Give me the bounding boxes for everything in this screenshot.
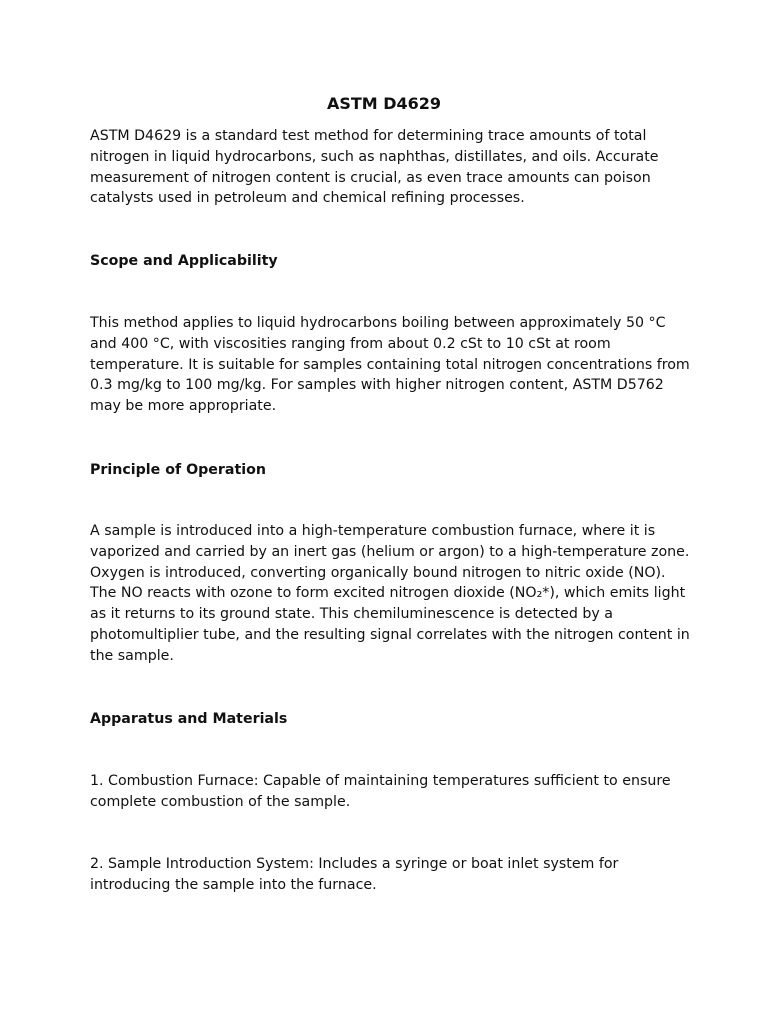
intro-paragraph: ASTM D4629 is a standard test method for determining trace amounts of total nitrogen in liquid hydrocarbons, such as naphthas, distillates, and oils. Accurate measurement of nitrogen content is crucial, as even trace amounts can poison catalysts used in petroleum and chemical refining processes. <box>90 128 659 207</box>
apparatus-item-2: 2. Sample Introduction System: Includes a syringe or boat inlet system for introducing the sample into the furnace. <box>90 856 619 893</box>
section-body-principle: A sample is introduced into a high-temperature combustion furnace, where it is vaporized and carried by an inert gas (helium or argon) to a high-temperature zone. Oxygen is introduced, converting organically bound nitrogen to nitric oxide (NO). The NO reacts with ozone to form excited nitrogen dioxide (NO₂*), which emits light as it returns to its ground state. This chemiluminescence is detected by a photomultiplier tube, and the resulting signal correlates with the nitrogen content in the sample. <box>90 523 690 664</box>
section-heading-principle: Principle of Operation <box>90 462 266 478</box>
section-body-scope: This method applies to liquid hydrocarbons boiling between approximately 50 °C and 400 °C, with viscosities ranging from about 0.2 cSt to 10 cSt at room temperature. It is suitable for samples containing total nitrogen concentrations from 0.3 mg/kg to 100 mg/kg. For samples with higher nitrogen content, ASTM D5762 may be more appropriate. <box>90 315 690 415</box>
apparatus-item-1: 1. Combustion Furnace: Capable of maintaining temperatures sufficient to ensure complete combustion of the sample. <box>90 773 671 810</box>
section-heading-apparatus: Apparatus and Materials <box>90 711 288 727</box>
section-heading-scope: Scope and Applicability <box>90 253 278 269</box>
document-title: ASTM D4629 <box>326 94 442 113</box>
